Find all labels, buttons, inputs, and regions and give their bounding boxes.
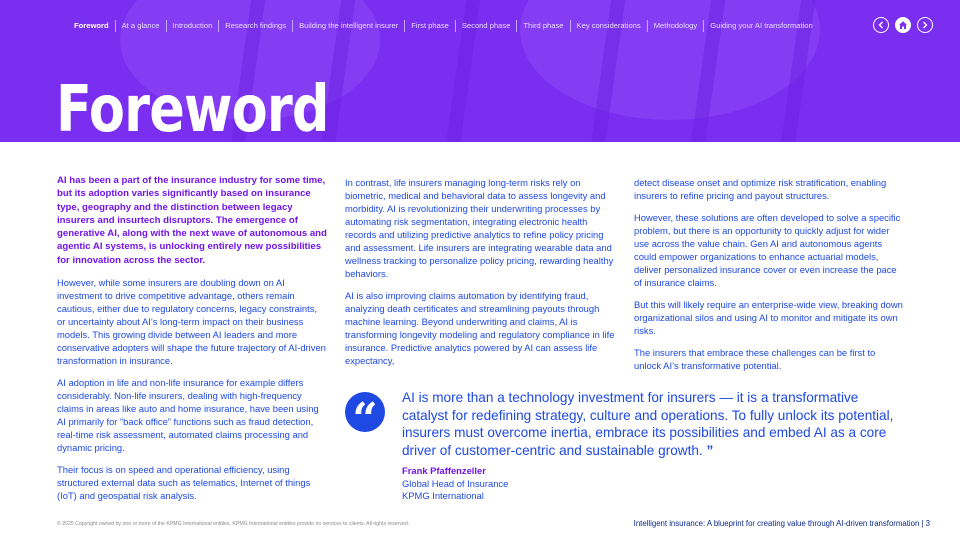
paragraph: Their focus is on speed and operational efficiency, using structured external data such as telematics, Internet of things (IoT) and geospatial risk analysis. [57, 464, 311, 502]
quote-close-icon: ” [706, 442, 714, 458]
paragraph: The insurers that embrace these challenges can be first to unlock AI’s transformative potential. [634, 347, 876, 371]
nav-methodology[interactable]: Methodology [648, 20, 704, 32]
prev-page-button[interactable] [873, 17, 889, 33]
home-icon [898, 20, 908, 30]
nav-second-phase[interactable]: Second phase [456, 20, 518, 32]
column-3 [634, 176, 904, 381]
paragraph: In contrast, life insurers managing long-term risks rely on biometric, medical and behavioral data to assess longevity and morbidity. AI is revolutionizing their underwriting processes by automating risk segmentation, integrating electronic health records and utilizing predictive analytics to refine policy pricing and assessment. Life insurers are integrating wearable data and wellness tracking to personalize policy pricing, rewarding healthy behaviors. [345, 177, 614, 279]
footer-page-number: 3 [925, 519, 930, 528]
paragraph: However, while some insurers are doubling down on AI investment to drive competitive advantage, others remain cautious, either due to regulatory concerns, legacy constraints, or uncertainty about AI’s long-term impact on their business models. This growing divide between AI leaders and more conservative adopters will shape the future trajectory of AI-driven transformation in insurance. [57, 277, 326, 367]
paragraph: detect disease onset and optimize risk stratification, enabling insurers to refine pricing and payout structures. [634, 177, 887, 201]
footer-copyright: © 2025 Copyright owned by one or more of the KPMG International entities. KPMG International entities provide no services to clients. All rights reserved. [57, 521, 410, 527]
quote-author-org: KPMG International [402, 490, 484, 501]
column-2 [345, 176, 617, 376]
nav-key-considerations[interactable]: Key considerations [571, 20, 648, 32]
top-nav [0, 16, 819, 36]
home-button[interactable] [895, 17, 911, 33]
nav-building-intelligent-insurer[interactable]: Building the intelligent insurer [293, 20, 405, 32]
paragraph: AI is also improving claims automation by identifying fraud, analyzing death certificates and streamlining payouts through machine learning. Beyond underwriting and claims, AI is transforming longevity modeling and regulatory compliance in life insurance. Predictive analytics powered by AI can assess life expectancy, [345, 290, 615, 366]
column-1 [57, 174, 327, 511]
quote-author: Frank Pfaffenzeller [402, 465, 486, 476]
paragraph: However, these solutions are often developed to solve a specific problem, but there is an opportunity to quickly adjust for wider use across the value chain. Gen AI and autonomous agents could empower organizations to enhance actuarial models, deliver personalized insurance cover or even increase the pace of insurance claims. [634, 212, 901, 288]
quote-text: AI is more than a technology investment for insurers — it is a transformative catalyst for redefining strategy, culture and operations. To fully unlock its potential, insurers must overcome inertia, embrace its possibilities and embed AI as a core driver of customer-centric and sustainable growth. [402, 390, 894, 458]
nav-introduction[interactable]: Introduction [167, 20, 220, 32]
quote-author-role: Global Head of Insurance [402, 477, 509, 489]
quote-attribution [402, 465, 508, 503]
page-title: Foreword [56, 73, 329, 142]
chevron-left-icon [877, 21, 885, 29]
next-page-button[interactable] [917, 17, 933, 33]
footer-separator: | [921, 519, 924, 528]
nav-first-phase[interactable]: First phase [405, 20, 456, 32]
footer-doc-info [634, 519, 930, 528]
nav-research-findings[interactable]: Research findings [219, 20, 293, 32]
nav-third-phase[interactable]: Third phase [517, 20, 570, 32]
hero-banner [0, 0, 960, 142]
lead-paragraph: AI has been a part of the insurance industry for some time, but its adoption varies significantly based on insurance type, geography and the distinction between legacy insurers and insurtech disruptors. The emergence of generative AI, along with the next wave of autonomous and agentic AI systems, is unlocking entirely new possibilities for innovation across the sector. [57, 175, 327, 266]
quote-open-icon: “ [345, 392, 385, 432]
paragraph: AI adoption in life and non-life insurance for example differs considerably. Non-life insurers, dealing with high-frequency claims in areas like auto and home insurance, have been using AI primarily for “back office” functions such as fraud detection, real-time risk assessment, automated claims processing and dynamic pricing. [57, 377, 319, 454]
chevron-right-icon [921, 21, 929, 29]
pull-quote [402, 389, 907, 459]
paragraph: But this will likely require an enterprise-wide view, breaking down organizational silos and using AI to monitor and mitigate its own risks. [634, 299, 903, 336]
nav-at-a-glance[interactable]: At a glance [116, 20, 167, 32]
footer-doc-title: Intelligent insurance: A blueprint for creating value through AI-driven transformation [633, 519, 920, 528]
nav-foreword[interactable]: Foreword [0, 20, 116, 32]
nav-guiding-ai-transformation[interactable]: Guiding your AI transformation [710, 21, 813, 30]
